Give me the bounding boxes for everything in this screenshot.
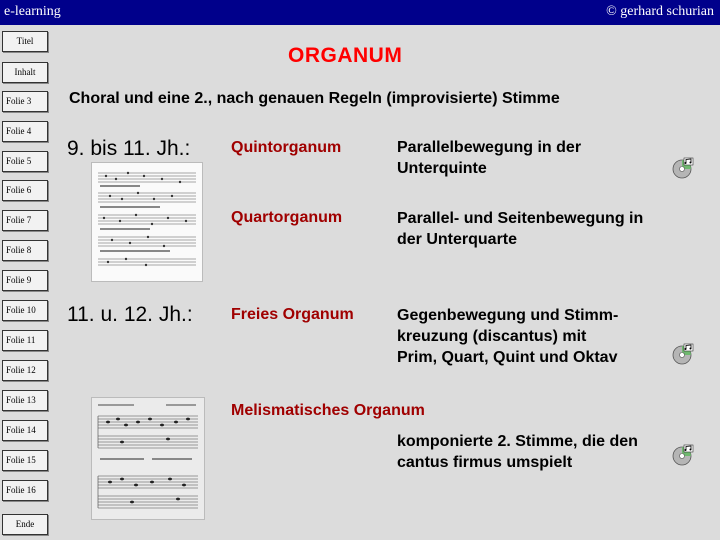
manuscript-score-graphic (92, 163, 202, 281)
nav-button-ende[interactable]: Ende (2, 514, 48, 535)
nav-button-inhalt[interactable]: Inhalt (2, 62, 48, 83)
nav-button-folie-15[interactable]: Folie 15 (2, 450, 48, 471)
desc-freies-organum: Gegenbewegung und Stimm- kreuzung (discantus) mit Prim, Quart, Quint und Oktav (397, 307, 619, 366)
nav-button-folie-14[interactable]: Folie 14 (2, 420, 48, 441)
period-label-11-12: 11. u. 12. Jh.: (67, 303, 193, 326)
nav-button-folie-6[interactable]: Folie 6 (2, 180, 48, 201)
desc-melismatisches-organum: komponierte 2. Stimme, die den cantus firmus umspielt (397, 433, 638, 471)
audio-cd-icon[interactable] (672, 157, 694, 179)
nav-button-folie-13[interactable]: Folie 13 (2, 390, 48, 411)
period-label-9-11: 9. bis 11. Jh.: (67, 137, 191, 160)
audio-cd-icon[interactable] (672, 444, 694, 466)
nav-button-folie-7[interactable]: Folie 7 (2, 210, 48, 231)
slide-navigation (0, 25, 65, 540)
nav-button-folie-12[interactable]: Folie 12 (2, 360, 48, 381)
nav-button-folie-11[interactable]: Folie 11 (2, 330, 48, 351)
nav-button-titel[interactable]: Titel (2, 31, 48, 52)
nav-button-folie-16[interactable]: Folie 16 (2, 480, 48, 501)
term-melismatisches-organum: Melismatisches Organum (231, 402, 425, 419)
top-bar (0, 0, 720, 25)
manuscript-image-melismatic (91, 397, 205, 520)
desc-quintorganum: Parallelbewegung in der Unterquinte (397, 139, 582, 177)
nav-button-folie-8[interactable]: Folie 8 (2, 240, 48, 261)
slide-subtitle: Choral und eine 2., nach genauen Regeln (improvisierte) Stimme (69, 90, 560, 107)
nav-button-folie-4[interactable]: Folie 4 (2, 121, 48, 142)
printed-score-graphic (92, 398, 204, 519)
desc-quartorganum: Parallel- und Seitenbewegung in der Unterquarte (397, 210, 644, 248)
audio-cd-icon[interactable] (672, 343, 694, 365)
nav-button-folie-10[interactable]: Folie 10 (2, 300, 48, 321)
manuscript-image-quintorganum (91, 162, 203, 282)
nav-button-folie-9[interactable]: Folie 9 (2, 270, 48, 291)
copyright-label: © gerhard schurian (606, 4, 714, 19)
brand-label: e-learning (4, 4, 61, 19)
term-quintorganum: Quintorganum (231, 139, 342, 156)
nav-button-folie-5[interactable]: Folie 5 (2, 151, 48, 172)
nav-button-folie-3[interactable]: Folie 3 (2, 91, 48, 112)
slide-title: ORGANUM (288, 44, 403, 67)
term-freies-organum: Freies Organum (231, 306, 354, 323)
term-quartorganum: Quartorganum (231, 209, 343, 226)
